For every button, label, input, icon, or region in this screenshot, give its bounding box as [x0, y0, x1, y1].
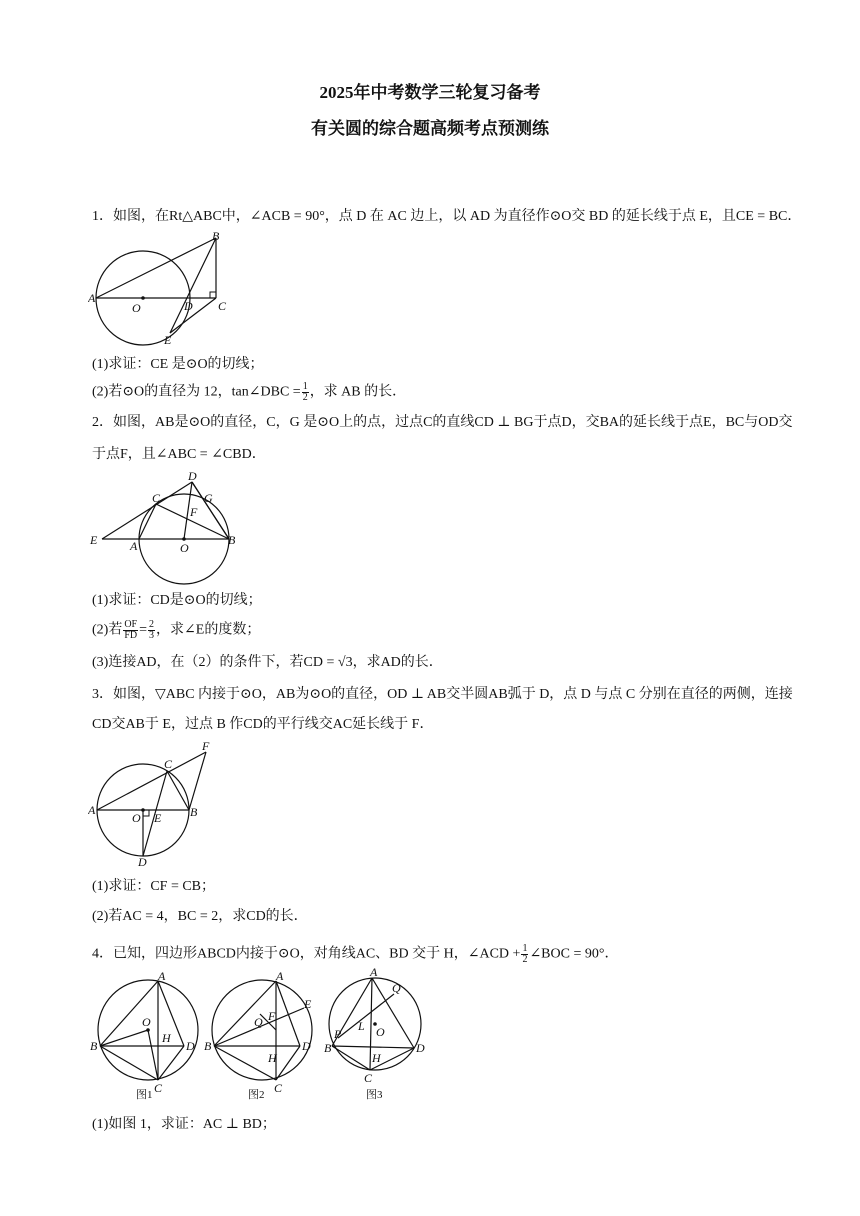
fig4-3-label-H: H: [372, 1051, 381, 1065]
fig4-2-label-B: B: [204, 1039, 212, 1053]
problem-1-figure: [88, 228, 238, 348]
fig2-label-B: B: [228, 533, 236, 547]
fig2-label-A: A: [130, 539, 138, 553]
problem-4-figure-1: [88, 970, 208, 1102]
fig4-3-label-D: D: [416, 1041, 425, 1055]
fig3-label-B: B: [190, 805, 198, 819]
fig3-label-A: A: [88, 803, 96, 817]
document-title-line2: 有关圆的综合题高频考点预测练: [311, 119, 549, 138]
fig1-label-D: D: [184, 299, 193, 313]
fig2-label-E: E: [90, 533, 98, 547]
fig4-3-label-B: B: [324, 1041, 332, 1055]
fig2-label-G: G: [204, 491, 213, 505]
fig4-2-label-H: H: [268, 1051, 277, 1065]
fig2-label-F: F: [190, 505, 198, 519]
fig3-label-C: C: [164, 757, 173, 771]
problem-2-part-3: (3)连接AD，在（2）的条件下，若CD = √3，求AD的长．: [92, 655, 443, 670]
fig4-2-label-A: A: [276, 970, 284, 983]
fig3-label-F: F: [202, 742, 210, 753]
problem-2-stem-line-2: 于点F，且∠ABC = ∠CBD．: [92, 447, 266, 462]
fig4-2-label-Q: Q: [254, 1015, 263, 1029]
problem-3-part-2: (2)若AC = 4，BC = 2，求CD的长．: [92, 909, 308, 924]
fig4-2-label-E: E: [304, 997, 312, 1011]
problem-1-part-1: (1)求证：CE 是⊙O的切线；: [92, 357, 264, 372]
fig4-3-label-L: L: [358, 1019, 365, 1033]
fig4-1-caption: 图1: [136, 1089, 153, 1101]
fig1-label-O: O: [132, 301, 141, 315]
fig4-2-label-C: C: [274, 1081, 283, 1095]
fig4-3-label-A: A: [370, 966, 378, 979]
fig1-label-C: C: [218, 299, 227, 313]
fig4-2-caption: 图2: [248, 1089, 265, 1101]
fig4-3-caption: 图3: [366, 1089, 383, 1101]
fig4-1-label-B: B: [90, 1039, 98, 1053]
fig1-label-A: A: [88, 291, 96, 305]
problem-2-figure: [88, 468, 248, 586]
fig4-1-label-C: C: [154, 1081, 163, 1095]
fig1-label-E: E: [164, 333, 172, 347]
problem-3-part-1: (1)求证：CF = CB；: [92, 879, 216, 894]
fig4-1-label-A: A: [158, 970, 166, 983]
fig4-3-label-O: O: [376, 1025, 385, 1039]
fig1-label-B: B: [212, 229, 220, 243]
fig2-label-O: O: [180, 541, 189, 555]
fig2-label-C: C: [152, 491, 161, 505]
fig4-1-label-D: D: [186, 1039, 195, 1053]
problem-4-figure-3: [320, 966, 430, 1102]
problem-2-part-2: (2)若 $\frac{OF}{FD}$ = $\frac{2}{3}$ ，求∠E的度数；: [92, 619, 261, 641]
problem-2-stem-line-1: 2．如图，AB是⊙O的直径，C，G 是⊙O上的点，过点C的直线CD ⊥ BG于点D，交BA的延长线于点E，BC与OD交: [92, 415, 793, 430]
problem-4-figure-2: [204, 970, 324, 1102]
fig4-2-label-D: D: [302, 1039, 311, 1053]
fig4-1-label-H: H: [162, 1031, 171, 1045]
problem-4-part-1: (1)如图 1，求证：AC ⊥ BD；: [92, 1117, 276, 1132]
problem-2-part-1: (1)求证：CD是⊙O的切线；: [92, 593, 262, 608]
fig4-3-label-C: C: [364, 1071, 373, 1085]
fig3-label-E: E: [154, 811, 162, 825]
fig3-label-D: D: [138, 855, 147, 868]
problem-3-figure: [88, 742, 218, 868]
fig3-label-O: O: [132, 811, 141, 825]
document-title-line1: 2025年中考数学三轮复习备考: [319, 83, 541, 102]
problem-1-part-2: (2)若⊙O的直径为 12，tan∠DBC = $\frac{1}{2}$ ，求 AB 的长．: [92, 381, 407, 403]
fig4-3-label-Q: Q: [392, 981, 401, 995]
fig4-2-label-F: F: [268, 1009, 276, 1023]
problem-3-stem-line-2: CD交AB于 E，过点 B 作CD的平行线交AC延长线于 F．: [92, 717, 434, 732]
fig2-label-D: D: [188, 469, 197, 483]
problem-3-stem-line-1: 3．如图，▽ABC 内接于⊙O，AB为⊙O的直径，OD ⊥ AB交半圆AB弧于 D，点 D 与点 C 分别在直径的两侧，连接: [92, 687, 793, 702]
problem-4-stem: 4．已知，四边形ABCD内接于⊙O，对角线AC、BD 交于 H，∠ACD + $\frac{1}{2}$ ∠BOC = 90°．: [92, 943, 619, 965]
fig4-1-label-O: O: [142, 1015, 151, 1029]
fig4-3-label-P: P: [334, 1027, 342, 1041]
problem-1-stem: 1．如图，在Rt△ABC中，∠ACB = 90°，点 D 在 AC 边上，以 AD 为直径作⊙O交 BD 的延长线于点 E，且CE = BC．: [92, 209, 802, 224]
